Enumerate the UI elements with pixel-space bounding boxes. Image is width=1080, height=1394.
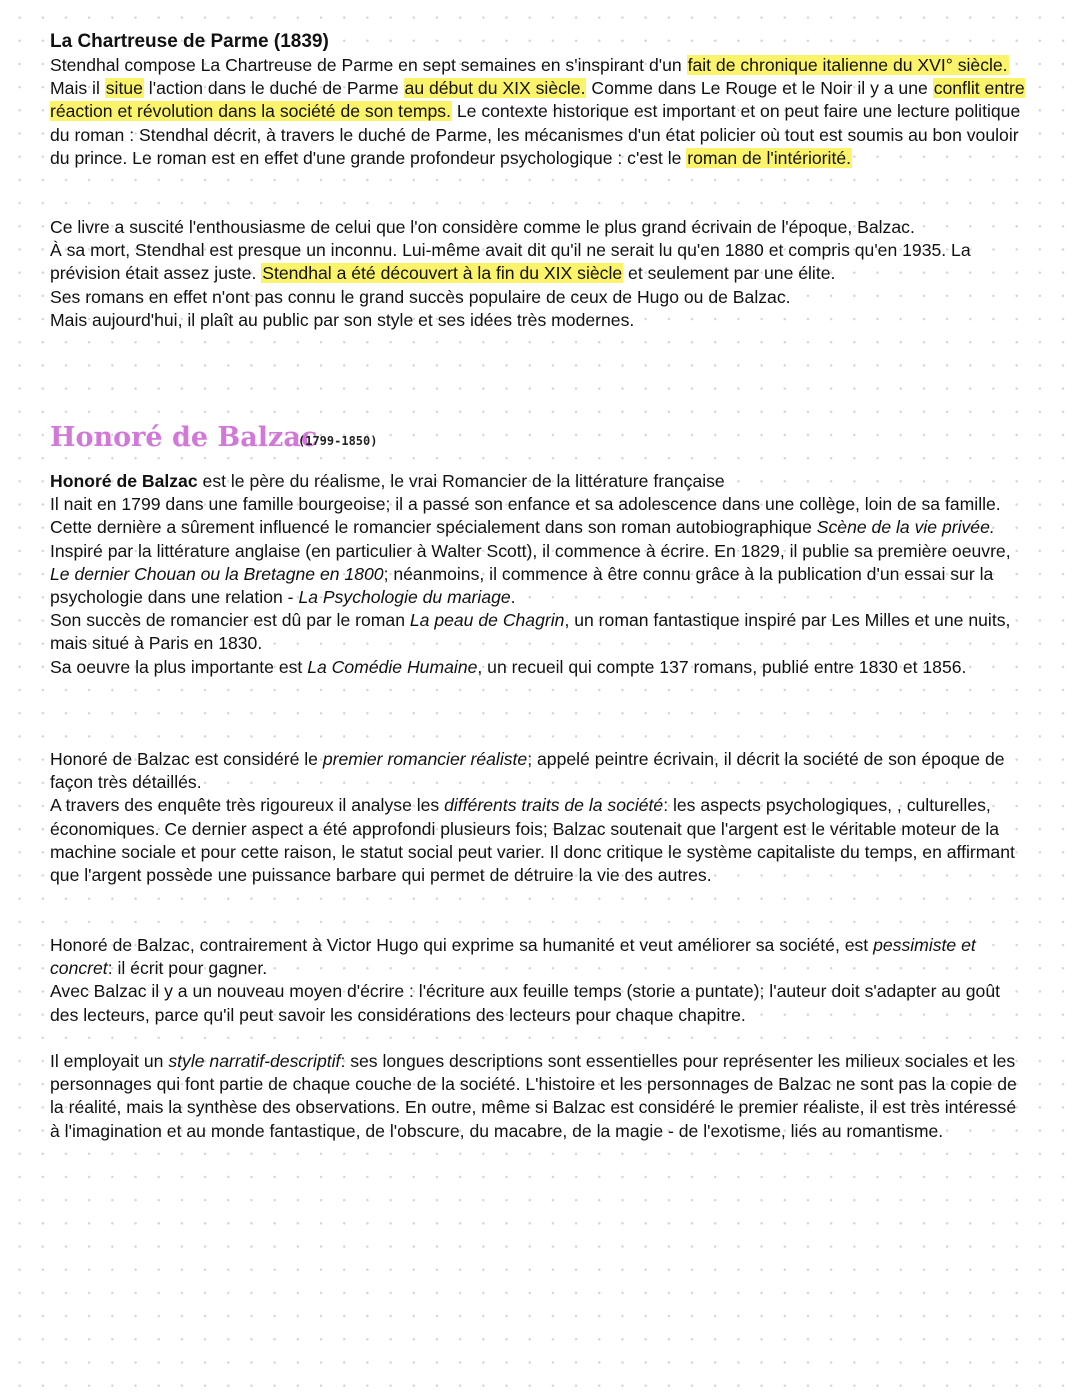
paragraph-chartreuse-1 xyxy=(50,54,1025,170)
text: A travers des enquête très rigoureux il analyse les xyxy=(50,795,445,816)
text: l'action dans le duché de Parme xyxy=(143,78,404,99)
italic-text: pessimiste et concret xyxy=(50,935,976,979)
text: Sa oeuvre la plus importante est xyxy=(50,656,308,677)
paragraph-chartreuse-2 xyxy=(50,216,1025,332)
paragraph-balzac-1 xyxy=(50,470,1025,679)
italic-title: La peau de Chagrin xyxy=(409,610,565,631)
text: Il employait un xyxy=(50,1051,169,1071)
text: Le contexte historique est important et on peut faire une lecture politique du roman : Stendhal décrit, à travers le duché de Parme, les mécanismes d'un état policier où tout est soumis au bon vouloir du prince. Le roman est en effet d'une grande profondeur psychologique : c'est le xyxy=(50,101,1021,168)
italic-text: style narratif-descriptif xyxy=(168,1051,341,1071)
text: Avec Balzac il y a un nouveau moyen d'écrire : l'écriture aux feuille temps (storie a puntate); l'auteur doit s'adapter au goût des lecteurs, parce qu'il peut savoir les considérations des lecteurs pour chaque chapitre. xyxy=(50,981,1001,1025)
balzac-dates: (1799-1850) xyxy=(298,434,378,448)
italic-title: La Psychologie du mariage xyxy=(298,587,511,608)
section-heading-balzac: Honoré de Balzac xyxy=(50,422,318,453)
text: ; appelé peintre écrivain, il décrit la société de son époque de façon très détaillés. xyxy=(50,749,1005,793)
bold-text: Honoré de Balzac xyxy=(50,471,198,491)
highlight: conflit entre réaction et révolution dans la société de son temps. xyxy=(50,78,1025,122)
text: , un recueil qui compte 137 romans, publié entre 1830 et 1856. xyxy=(477,656,967,677)
text: Inspiré par la littérature anglaise (en particulier à Walter Scott), il commence à écrire. En 1829, il publie sa première oeuvre, xyxy=(50,540,1011,561)
text: Ses romans en effet n'ont pas connu le grand succès populaire de ceux de Hugo ou de Balzac. xyxy=(50,286,791,307)
paragraph-balzac-4 xyxy=(50,1050,1025,1143)
text: . xyxy=(510,587,516,608)
italic-title: La Comédie Humaine xyxy=(307,656,478,677)
highlight: au début du XIX siècle. xyxy=(404,78,586,99)
text: Son succès de romancier est dû par le roman xyxy=(50,610,410,631)
italic-title: Scène de la vie privée. xyxy=(816,517,995,538)
highlight: situe xyxy=(105,78,143,99)
italic-text: premier romancier réaliste xyxy=(322,749,528,769)
paragraph-balzac-2 xyxy=(50,748,1025,887)
text: et seulement par une élite. xyxy=(623,263,836,284)
text: Honoré de Balzac est considéré le xyxy=(50,749,323,769)
highlight: roman de l'intériorité. xyxy=(687,147,852,168)
text: À sa mort, Stendhal est presque un inconnu. Lui-même avait dit qu'il ne serait lu qu'en 1880 et compris qu'en 1935. La prévision était assez juste. xyxy=(50,240,971,284)
text: Mais il xyxy=(50,78,105,99)
italic-title: Le dernier Chouan ou la Bretagne en 1800 xyxy=(50,563,384,584)
text: : ses longues descriptions sont essentielles pour représenter les milieux sociales et les personnages qui font partie de chaque couche de la société. L'histoire et les personnages de Balzac ne sont pas la copie de la réalité, mais la synthèse des observations. En outre, même si Balzac est considéré le premier réaliste, il est très intéressé à l'imagination et au monde fantastique, de l'obscure, du macabre, de la magie - de l'exotisme, liés au romantisme. xyxy=(50,1051,1017,1141)
text: : il écrit pour gagner. xyxy=(107,958,268,979)
text: Ce livre a suscité l'enthousiasme de celui que l'on considère comme le plus grand écrivain de l'époque, Balzac. xyxy=(50,217,915,237)
text: , un roman fantastique inspiré par Les Milles et une nuits, mais situé à Paris en 1830. xyxy=(50,610,1011,654)
highlight: fait de chronique italienne du XVI° siècle. xyxy=(687,55,1008,75)
text: Mais aujourd'hui, il plaît au public par son style et ses idées très modernes. xyxy=(50,309,635,330)
section-title-chartreuse: La Chartreuse de Parme (1839) xyxy=(50,31,329,52)
italic-text: différents traits de la société xyxy=(444,795,664,816)
text: ; néanmoins, il commence à être connu grâce à la publication d'un essai sur la psychologie dans une relation - xyxy=(50,563,994,608)
text: Il nait en 1799 dans une famille bourgeoise; il a passé son enfance et sa adolescence dans une collège, loin de sa famille. Cette dernière a sûrement influencé le romancier spécialement dans son roman autobiographique xyxy=(50,494,1001,538)
paragraph-balzac-3 xyxy=(50,934,1025,1027)
text: : les aspects psychologiques, , culturelles, économiques. Ce dernier aspect a été approfondi plusieurs fois; Balzac soutenait que l'argent est le véritable moteur de la machine sociale et pour cette raison, le statut social peut varier. Il donc critique le système capitaliste du temps, en affirmant que l'argent possède une puissance barbare qui permet de détruire la vie des autres. xyxy=(50,795,1015,886)
text: est le père du réalisme, le vrai Romancier de la littérature française xyxy=(197,471,725,491)
highlight: Stendhal a été découvert à la fin du XIX siècle xyxy=(262,263,623,284)
text: Comme dans Le Rouge et le Noir il y a une xyxy=(586,78,933,99)
text: Stendhal compose La Chartreuse de Parme en sept semaines en s'inspirant d'un xyxy=(50,55,687,75)
text: Honoré de Balzac, contrairement à Victor Hugo qui exprime sa humanité et veut améliorer sa société, est xyxy=(50,935,874,955)
